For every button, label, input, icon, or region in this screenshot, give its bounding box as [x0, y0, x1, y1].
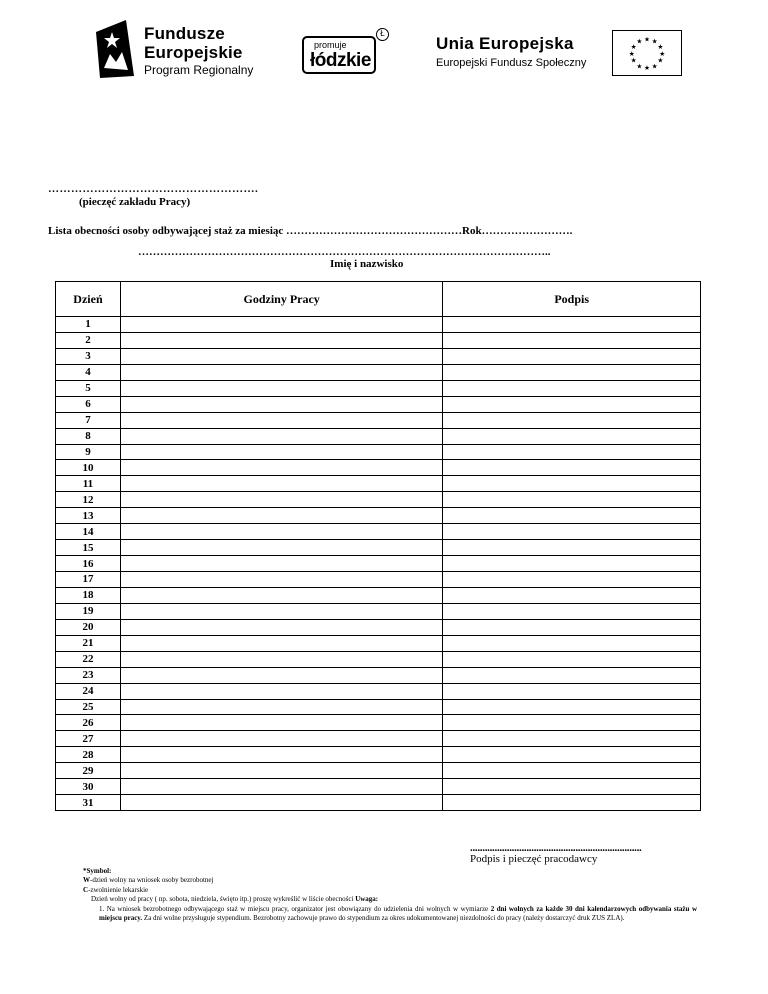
signature-cell[interactable] [443, 412, 701, 428]
table-row [56, 332, 701, 348]
signature-cell[interactable] [443, 651, 701, 667]
free-day-text: Dzień wolny od pracy ( np. sobota, niedziela, święto itp.) proszę wykreślić w liście obecności [91, 895, 354, 904]
signature-cell[interactable] [443, 332, 701, 348]
table-row [56, 779, 701, 795]
stamp-label: (pieczęć zakładu Pracy) [79, 196, 191, 208]
hours-cell[interactable] [120, 779, 442, 795]
fundusze-europejskie-logo [96, 20, 266, 80]
day-number: 5 [56, 380, 121, 396]
signature-cell[interactable] [443, 683, 701, 699]
attendance-list-title: Lista obecności osoby odbywającej staż za miesiąc …………………………………………Rok……………………. [48, 225, 573, 237]
hours-cell[interactable] [120, 587, 442, 603]
header-day: Dzień [56, 282, 121, 317]
hours-cell[interactable] [120, 667, 442, 683]
table-row [56, 619, 701, 635]
table-row [56, 683, 701, 699]
svg-text:★: ★ [651, 62, 658, 71]
hours-cell[interactable] [120, 364, 442, 380]
attendance-table [55, 281, 701, 811]
hours-cell[interactable] [120, 380, 442, 396]
lodzkie-frame [302, 36, 376, 74]
lodzkie-big-text: łódzkie [310, 50, 371, 71]
ue-subtitle: Europejski Fundusz Społeczny [436, 57, 587, 69]
table-row [56, 380, 701, 396]
svg-text:★: ★ [644, 35, 650, 44]
day-number: 13 [56, 508, 121, 524]
table-row [56, 763, 701, 779]
hours-cell[interactable] [120, 651, 442, 667]
table-row [56, 572, 701, 588]
signature-cell[interactable] [443, 508, 701, 524]
eu-flag-icon [612, 30, 682, 76]
day-number: 21 [56, 635, 121, 651]
signature-cell[interactable] [443, 747, 701, 763]
header-hours: Godziny Pracy [120, 282, 442, 317]
note1-a: 1. Na wniosek bezrobotnego odbywającego staż w miejscu pracy, organizator jest obowiązany do udzielenia dni wolnych w wymiarze [99, 904, 489, 913]
table-row [56, 635, 701, 651]
signature-cell[interactable] [443, 795, 701, 811]
signature-cell[interactable] [443, 667, 701, 683]
table-row [56, 476, 701, 492]
notes-section [83, 867, 697, 923]
day-number: 23 [56, 667, 121, 683]
uwaga-label: Uwaga: [355, 895, 379, 904]
table-row [56, 492, 701, 508]
svg-text:★: ★ [651, 37, 658, 46]
svg-text:★: ★ [657, 43, 664, 52]
signature-cell[interactable] [443, 556, 701, 572]
hours-cell[interactable] [120, 683, 442, 699]
name-label: Imię i nazwisko [330, 258, 404, 270]
table-row [56, 460, 701, 476]
hours-cell[interactable] [120, 572, 442, 588]
stamp-placeholder-line: ………………………………………………. [48, 183, 259, 195]
lodzkie-small-text: promuje [314, 40, 347, 50]
table-row [56, 556, 701, 572]
signature-cell[interactable] [443, 731, 701, 747]
day-number: 16 [56, 556, 121, 572]
day-number: 29 [56, 763, 121, 779]
signature-cell[interactable] [443, 460, 701, 476]
hours-cell[interactable] [120, 540, 442, 556]
employer-signature-label: Podpis i pieczęć pracodawcy [470, 853, 598, 865]
signature-cell[interactable] [443, 524, 701, 540]
table-header-row [56, 282, 701, 317]
hours-cell[interactable] [120, 492, 442, 508]
hours-cell[interactable] [120, 747, 442, 763]
table-row [56, 715, 701, 731]
day-number: 6 [56, 396, 121, 412]
day-number: 17 [56, 572, 121, 588]
signature-cell[interactable] [443, 572, 701, 588]
svg-text:★: ★ [628, 49, 635, 58]
svg-text:★: ★ [630, 43, 637, 52]
table-row [56, 587, 701, 603]
hours-cell[interactable] [120, 508, 442, 524]
lodzkie-coin-icon: Ł [376, 28, 389, 41]
hours-cell[interactable] [120, 317, 442, 333]
hours-cell[interactable] [120, 763, 442, 779]
signature-cell[interactable] [443, 587, 701, 603]
signature-cell[interactable] [443, 779, 701, 795]
table-row [56, 364, 701, 380]
note1-c: Za dni wolne przysługuje stypendium. Bezrobotny zachowuje prawo do stypendium za okres udokumentowanej niezdolności do pracy (należy dostarczyć druk ZUS ZLA). [143, 914, 625, 923]
table-row [56, 396, 701, 412]
day-number: 8 [56, 428, 121, 444]
table-row [56, 412, 701, 428]
table-row [56, 317, 701, 333]
day-number: 7 [56, 412, 121, 428]
hours-cell[interactable] [120, 715, 442, 731]
table-row [56, 524, 701, 540]
svg-text:★: ★ [636, 37, 643, 46]
svg-text:★: ★ [630, 56, 637, 65]
table-row [56, 508, 701, 524]
symbol-c-code: C [83, 885, 89, 894]
hours-cell[interactable] [120, 460, 442, 476]
svg-text:★: ★ [659, 49, 666, 58]
hours-cell[interactable] [120, 619, 442, 635]
signature-cell[interactable] [443, 635, 701, 651]
day-number: 12 [56, 492, 121, 508]
hours-cell[interactable] [120, 524, 442, 540]
name-placeholder-line: ………………………………………………………………………………………………….. [138, 246, 551, 258]
hours-cell[interactable] [120, 476, 442, 492]
day-number: 2 [56, 332, 121, 348]
hours-cell[interactable] [120, 699, 442, 715]
day-number: 14 [56, 524, 121, 540]
hours-cell[interactable] [120, 396, 442, 412]
day-number: 10 [56, 460, 121, 476]
table-row [56, 699, 701, 715]
table-row [56, 348, 701, 364]
table-row [56, 731, 701, 747]
symbol-heading: *Symbol: [83, 867, 112, 875]
svg-text:★: ★ [644, 64, 650, 73]
day-number: 28 [56, 747, 121, 763]
header-signature: Podpis [443, 282, 701, 317]
symbol-w-text: -dzień wolny na wniosek osoby bezrobotnej [90, 876, 214, 885]
svg-text:★: ★ [657, 56, 664, 65]
signature-cell[interactable] [443, 396, 701, 412]
day-number: 11 [56, 476, 121, 492]
day-number: 18 [56, 587, 121, 603]
table-row [56, 747, 701, 763]
day-number: 19 [56, 603, 121, 619]
fe-star-mark-icon [96, 20, 134, 78]
day-number: 30 [56, 779, 121, 795]
svg-text:★: ★ [636, 62, 643, 71]
signature-cell[interactable] [443, 444, 701, 460]
signature-cell[interactable] [443, 492, 701, 508]
hours-cell[interactable] [120, 635, 442, 651]
table-row [56, 444, 701, 460]
table-row [56, 428, 701, 444]
signature-cell[interactable] [443, 428, 701, 444]
hours-cell[interactable] [120, 412, 442, 428]
day-number: 22 [56, 651, 121, 667]
hours-cell[interactable] [120, 603, 442, 619]
hours-cell[interactable] [120, 795, 442, 811]
day-number: 27 [56, 731, 121, 747]
table-row [56, 603, 701, 619]
symbol-w-code: W [83, 876, 90, 885]
ue-title: Unia Europejska [436, 34, 574, 53]
table-row [56, 651, 701, 667]
table-row [56, 540, 701, 556]
signature-cell[interactable] [443, 364, 701, 380]
table-row [56, 667, 701, 683]
day-number: 15 [56, 540, 121, 556]
day-number: 9 [56, 444, 121, 460]
hours-cell[interactable] [120, 731, 442, 747]
fe-logo-line3: Program Regionalny [144, 63, 254, 77]
hours-cell[interactable] [120, 428, 442, 444]
day-number: 4 [56, 364, 121, 380]
day-number: 20 [56, 619, 121, 635]
day-number: 24 [56, 683, 121, 699]
hours-cell[interactable] [120, 444, 442, 460]
signature-cell[interactable] [443, 715, 701, 731]
day-number: 26 [56, 715, 121, 731]
signature-cell[interactable] [443, 348, 701, 364]
fe-logo-line2: Europejskie [144, 43, 243, 62]
signature-cell[interactable] [443, 619, 701, 635]
hours-cell[interactable] [120, 348, 442, 364]
signature-cell[interactable] [443, 317, 701, 333]
lodzkie-logo [300, 28, 386, 78]
day-number: 31 [56, 795, 121, 811]
signature-cell[interactable] [443, 699, 701, 715]
note1-b: 2 dni wolnych za każde 30 dni kalendarzowych odbywania stażu w miejscu pracy. [99, 904, 697, 923]
unia-europejska-logo [436, 34, 686, 78]
day-number: 25 [56, 699, 121, 715]
hours-cell[interactable] [120, 556, 442, 572]
hours-cell[interactable] [120, 332, 442, 348]
day-number: 3 [56, 348, 121, 364]
signature-cell[interactable] [443, 476, 701, 492]
employer-signature-line: ...................................................................... [470, 842, 642, 854]
fe-logo-line1: Fundusze [144, 24, 225, 43]
signature-cell[interactable] [443, 603, 701, 619]
table-row [56, 795, 701, 811]
day-number: 1 [56, 317, 121, 333]
signature-cell[interactable] [443, 380, 701, 396]
signature-cell[interactable] [443, 763, 701, 779]
signature-cell[interactable] [443, 540, 701, 556]
symbol-c-text: -zwolnienie lekarskie [88, 885, 149, 894]
